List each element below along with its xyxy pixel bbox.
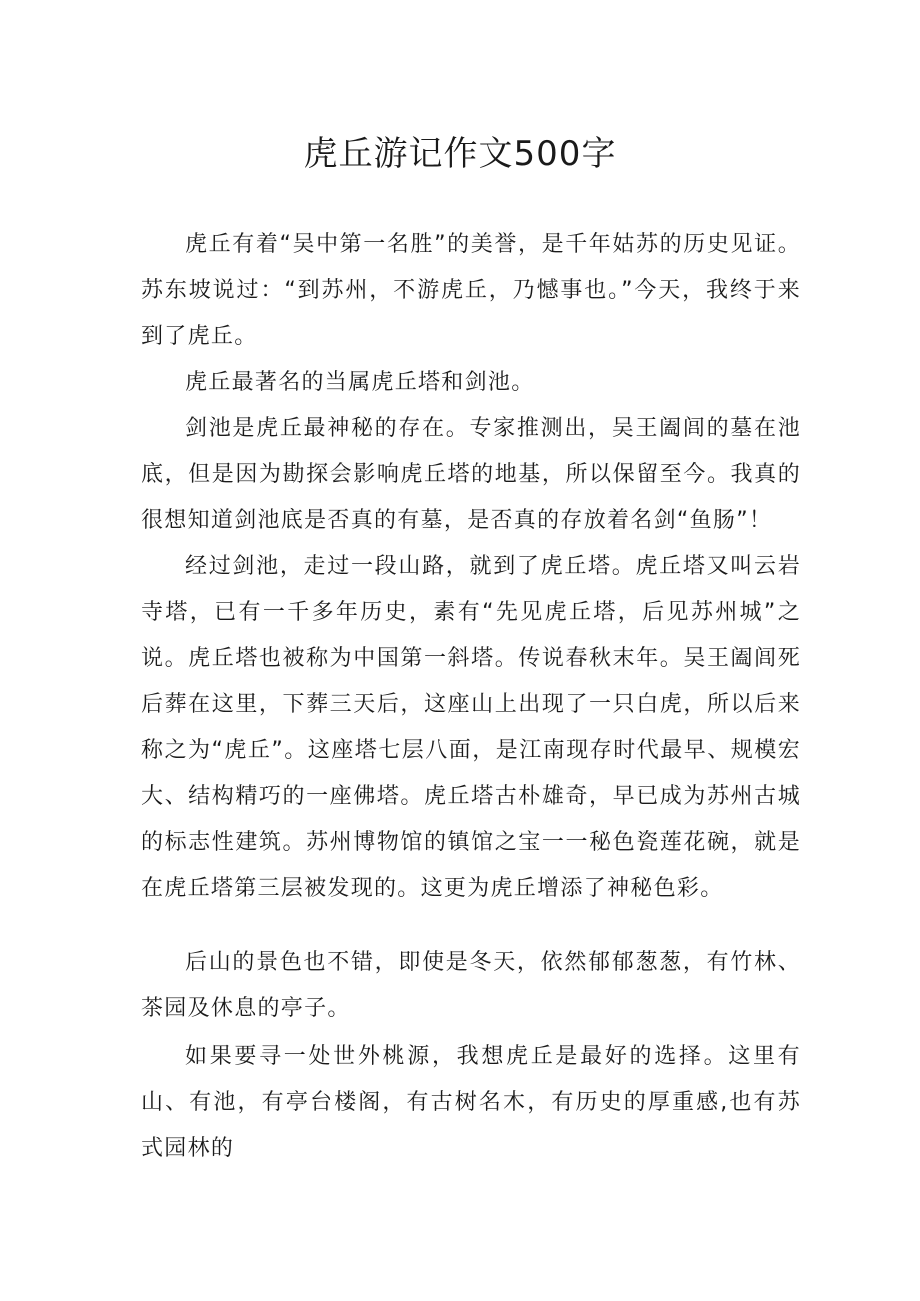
paragraph-famous-sites: 虎丘最著名的当属虎丘塔和剑池。: [185, 370, 535, 395]
paragraph-conclusion: 如果要寻一处世外桃源，我想虎丘是最好的选择。这里有山、有池，有亭台楼阁，有古树名木，有历史的厚重感,也有苏式园林的: [141, 1044, 801, 1161]
paragraph-back-mountain: 后山的景色也不错，即使是冬天，依然郁郁葱葱，有竹林、茶园及休息的亭子。: [141, 950, 801, 1021]
document-title: 虎丘游记作文500字: [303, 134, 617, 174]
paragraph-tiger-hill-pagoda: 经过剑池，走过一段山路，就到了虎丘塔。虎丘塔又叫云岩寺塔，已有一千多年历史，素有“先见虎丘塔，后见苏州城”之说。虎丘塔也被称为中国第一斜塔。传说春秋末年。吴王阖闾死后葬在这里，下葬三天后，这座山上出现了一只白虎，所以后来称之为“虎丘”。这座塔七层八面，是江南现存时代最早、规模宏大、结构精巧的一座佛塔。虎丘塔古朴雄奇，早已成为苏州古城的标志性建筑。苏州博物馆的镇馆之宝一一秘色瓷莲花碗，就是在虎丘塔第三层被发现的。这更为虎丘增添了神秘色彩。: [141, 554, 801, 901]
paragraph-intro: 虎丘有着“吴中第一名胜”的美誉，是千年姑苏的历史见证。苏东坡说过：“到苏州，不游虎丘，乃憾事也。”今天，我终于来到了虎丘。: [141, 232, 801, 349]
paragraph-sword-pool: 剑池是虎丘最神秘的存在。专家推测出，吴王阖闾的墓在池底，但是因为勘探会影响虎丘塔的地基，所以保留至今。我真的很想知道剑池底是否真的有墓，是否真的存放着名剑“鱼肠”！: [141, 416, 801, 533]
